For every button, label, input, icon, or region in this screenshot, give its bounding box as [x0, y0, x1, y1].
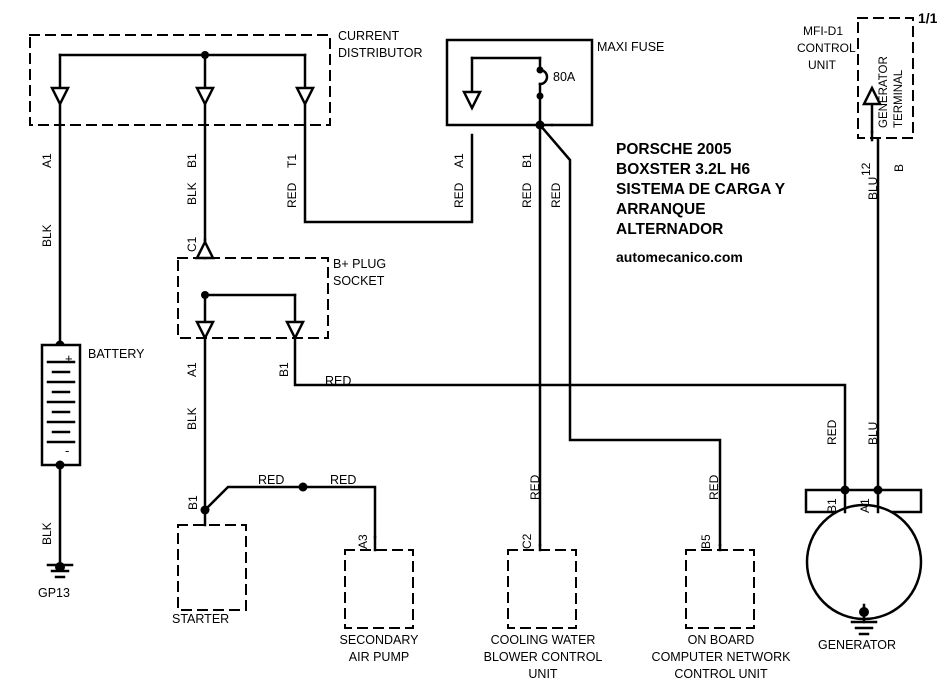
generator-terminal-label-line2: TERMINAL — [893, 69, 905, 128]
title-line-1: PORSCHE 2005 — [616, 141, 732, 158]
starter-label: STARTER — [172, 612, 230, 626]
air-pump-label-line2: AIR PUMP — [348, 650, 410, 664]
blower-label-line3: UNIT — [528, 667, 558, 681]
title-line-2: BOXSTER 3.2L H6 — [616, 161, 751, 178]
title-line-5: ALTERNADOR — [616, 221, 724, 238]
pin-plug-b1: B1 — [277, 362, 291, 377]
page-number: 1/1 — [918, 10, 938, 26]
blower-label-line2: BLOWER CONTROL — [483, 650, 603, 664]
title-line-4: ARRANQUE — [616, 201, 706, 218]
title-line-3: SISTEMA DE CARGA Y — [616, 181, 786, 198]
wire-label-red-obc: RED — [707, 474, 721, 500]
pin-obc-b5: B5 — [699, 534, 713, 549]
wire-label-red-cd-t1: RED — [285, 182, 299, 208]
pin-starter-b1: B1 — [186, 495, 200, 510]
obc-label-line3: CONTROL UNIT — [674, 667, 768, 681]
pin-gen-a1: A1 — [858, 498, 872, 513]
mfi-d1-label-line3: UNIT — [808, 58, 836, 72]
generator-terminal-label-line1: GENERATOR — [878, 56, 890, 128]
fuse-rating-label: 80A — [553, 70, 576, 84]
wire-label-red-blower: RED — [528, 474, 542, 500]
wire-label-blu-gen-a1: BLU — [866, 421, 880, 445]
wire-label-red-fuse-b1-a: RED — [520, 182, 534, 208]
battery-negative-terminal: - — [65, 443, 70, 458]
wire-label-blk-plug-a1: BLK — [185, 407, 199, 430]
pin-fuse-b1: B1 — [520, 153, 534, 168]
mfi-d1-label-line1: MFI-D1 — [803, 24, 843, 38]
obc-label-line1: ON BOARD — [687, 633, 755, 647]
current-distributor-label-line2: DISTRIBUTOR — [338, 46, 423, 60]
blower-label-line1: COOLING WATER — [490, 633, 596, 647]
wire-label-red-starter-left: RED — [258, 473, 285, 487]
wire-label-red-main: RED — [325, 374, 352, 388]
current-distributor-label-line1: CURRENT — [338, 29, 400, 43]
mfi-d1-label-line2: CONTROL — [797, 41, 856, 55]
pin-cd-b1: B1 — [185, 153, 199, 168]
b-plug-socket-label-line1: B+ PLUG — [333, 257, 387, 271]
pin-cd-t1: T1 — [285, 153, 299, 168]
battery-label: BATTERY — [88, 347, 145, 361]
ground-label-gp13: GP13 — [38, 586, 70, 600]
wire-label-blk-battery-top: BLK — [40, 224, 54, 247]
obc-label-line2: COMPUTER NETWORK — [651, 650, 791, 664]
wire-label-blu-mfi: BLU — [866, 176, 880, 200]
pin-air-pump-a3: A3 — [356, 534, 370, 549]
wire-label-red-fuse-a1: RED — [452, 182, 466, 208]
pin-mfi-12: 12 — [859, 162, 873, 176]
wire-label-blk-cd-b1: BLK — [185, 182, 199, 205]
pin-plug-c1: C1 — [185, 236, 199, 252]
wire-label-red-fuse-b1-b: RED — [549, 182, 563, 208]
wire-label-blk-battery-bottom: BLK — [40, 522, 54, 545]
air-pump-label-line1: SECONDARY — [339, 633, 419, 647]
b-plug-socket-label-line2: SOCKET — [333, 274, 385, 288]
maxi-fuse-label: MAXI FUSE — [597, 40, 665, 54]
wire-label-red-gen-b1: RED — [825, 419, 839, 445]
wire-label-red-starter-right: RED — [330, 473, 357, 487]
pin-cd-a1: A1 — [40, 153, 54, 168]
generator-label: GENERATOR — [818, 638, 897, 652]
pin-mfi-b: B — [892, 163, 906, 172]
site-credit: automecanico.com — [616, 249, 743, 265]
pin-fuse-a1: A1 — [452, 153, 466, 168]
pin-plug-a1: A1 — [185, 362, 199, 377]
pin-blower-c2: C2 — [520, 533, 534, 549]
battery-positive-terminal: + — [65, 351, 73, 366]
pin-gen-b1: B1 — [825, 498, 839, 513]
